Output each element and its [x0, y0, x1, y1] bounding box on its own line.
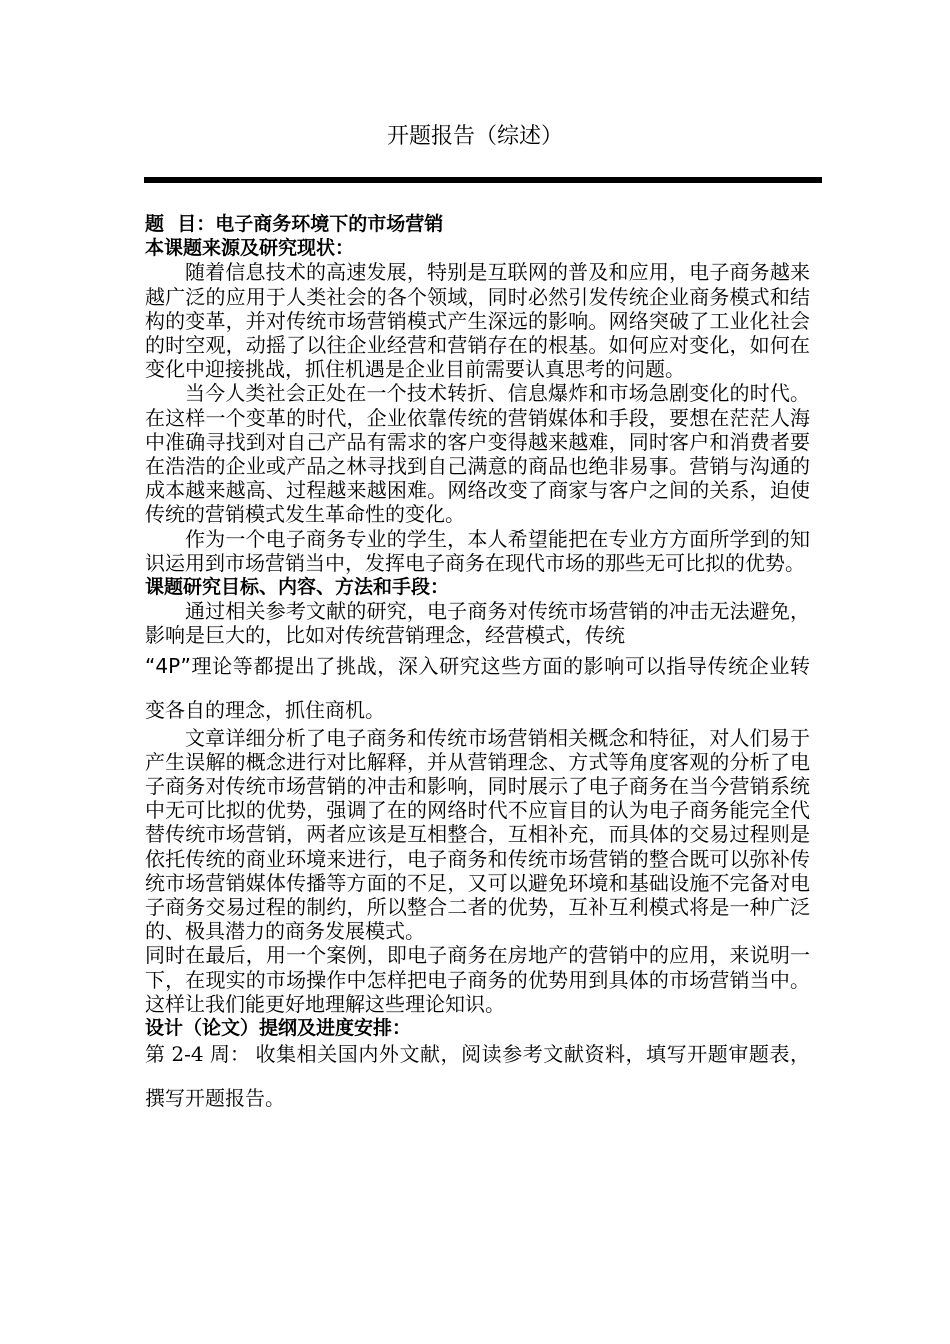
paragraph: 随着信息技术的高速发展，特别是互联网的普及和应用，电子商务越来越广泛的应用于人类社会的各个领域，同时必然引发传统企业商务模式和结构的变革，并对传统市场营销模式产生深远的影响。网络突破了工业化社会的时空观，动摇了以往企业经营和营销存在的根基。如何应对变化，如何在变化中迎接挑战，抓住机遇是企业目前需要认真思考的问题。 [145, 260, 810, 382]
section-heading-outline: 设计（论文）提纲及进度安排： [145, 1017, 412, 1040]
section-heading-source: 本课题来源及研究现状： [145, 237, 355, 260]
document-body [145, 212, 810, 1120]
schedule-task: 收集相关国内外文献，阅读参考文献资料，填写开题审题表，撰写开题报告。 [145, 1042, 810, 1111]
paragraph [145, 599, 810, 647]
title-divider [144, 177, 822, 183]
topic-line [145, 212, 810, 236]
paragraph: 文章详细分析了电子商务和传统市场营销相关概念和特征，对人们易于产生误解的概念进行对比解释，并从营销理念、方式等角度客观的分析了电子商务对传统市场营销的冲击和影响，同时展示了电子商务在当今营销系统中无可比拟的优势，强调了在的网络时代不应盲目的认为电子商务能完全代替传统市场营销，两者应该是互相整合，互相补充，而具体的交易过程则是依托传统的商业环境来进行，电子商务和传统市场营销的整合既可以弥补传统市场营销媒体传播等方面的不足，又可以避免环境和基础设施不完备对电子商务交易过程的制约，所以整合二者的优势，互补互利模式将是一种广泛的、极具潜力的商务发展模式。 [145, 725, 810, 944]
section-heading-goals: 课题研究目标、内容、方法和手段： [145, 576, 450, 599]
paragraph-continuation [145, 644, 810, 732]
schedule-week: 第 2-4 周： [145, 1042, 250, 1067]
paragraph: 同时在最后，用一个案例，即电子商务在房地产的营销中的应用，来说明一下，在现实的市场操作中怎样把电子商务的优势用到具体的市场营销当中。这样让我们能更好地理解这些理论知识。 [145, 943, 810, 1016]
paragraph: 当今人类社会正处在一个技术转折、信息爆炸和市场急剧变化的时代。在这样一个变革的时代，企业依靠传统的营销媒体和手段，要想在茫茫人海中准确寻找到对自己产品有需求的客户变得越来越难，同时客户和消费者要在浩浩的企业或产品之林寻找到自己满意的商品也绝非易事。营销与沟通的成本越来越高、过程越来越困难。网络改变了商家与客户之间的关系，迫使传统的营销模式发生革命性的变化。 [145, 381, 810, 527]
page-title: 开题报告（综述） [386, 124, 563, 149]
paragraph: 作为一个电子商务专业的学生，本人希望能把在专业方方面所学到的知识运用到市场营销当中，发挥电子商务在现代市场的那些无可比拟的优势。 [145, 526, 810, 575]
paragraph-text: 理论等都提出了挑战，深入研究这些方面的影响可以指导传统企业转变各自的理念，抓住商机。 [145, 653, 810, 722]
topic-label: 题 目： [145, 213, 216, 235]
paragraph-text: 通过相关参考文献的研究，电子商务对传统市场营销的冲击无法避免，影响是巨大的，比如对传统营销理念，经营模式，传统 [145, 599, 810, 648]
topic-value: 电子商务环境下的市场营销 [215, 213, 444, 235]
4p-quote: “4P” [145, 653, 191, 678]
schedule-entry [145, 1032, 810, 1120]
